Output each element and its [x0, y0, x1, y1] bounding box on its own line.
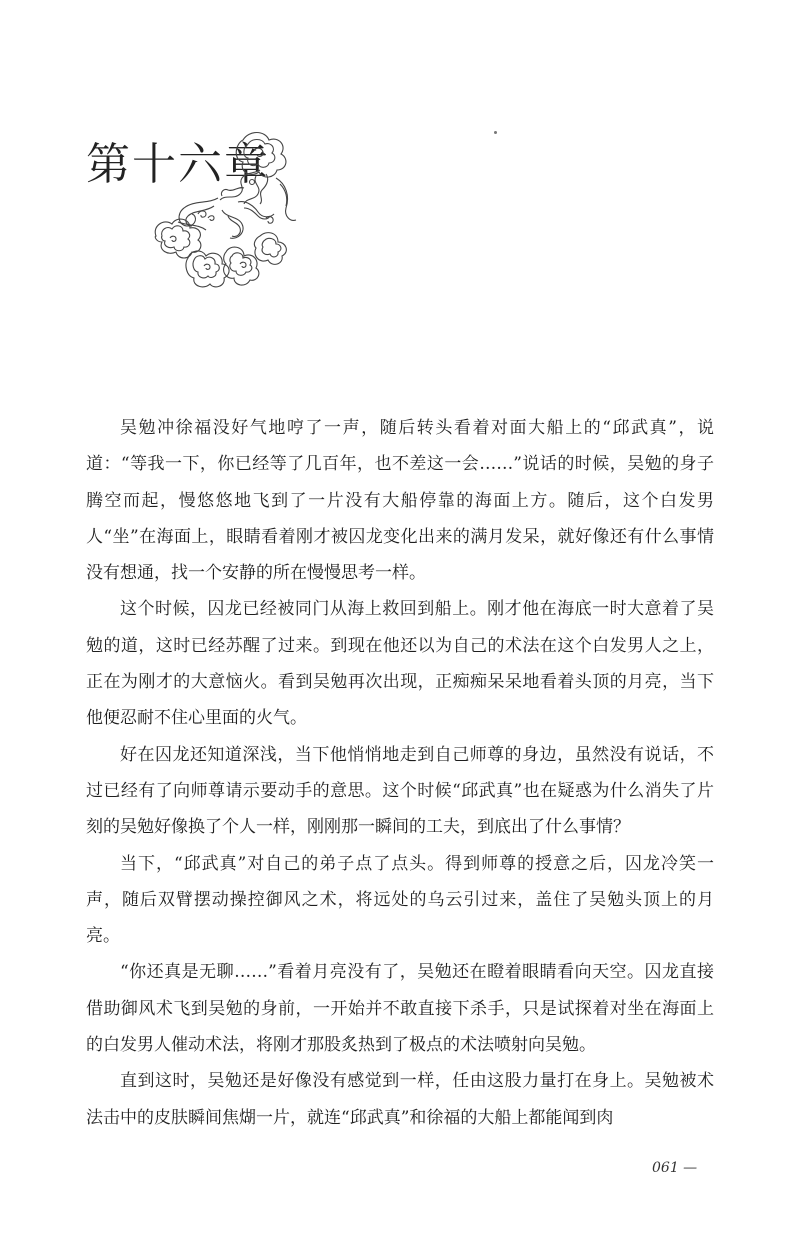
paragraph-3: 好在囚龙还知道深浅，当下他悄悄地走到自己师尊的身边，虽然没有说话，不过已经有了向师尊请示要动手的意思。这个时候“邱武真”也在疑惑为什么消失了片刻的吴勉好像换了个人一样，刚刚那一瞬间的工夫，到底出了什么事情？ — [86, 744, 714, 838]
paragraph-1: 吴勉冲徐福没好气地哼了一声，随后转头看着对面大船上的“邱武真”，说道：“等我一下，你已经等了几百年，也不差这一会……”说话的时候，吴勉的身子腾空而起，慢悠悠地飞到了一片没有大船停靠的海面上方。随后，这个白发男人“坐”在海面上，眼睛看着刚才被囚龙变化出来的满月发呆，就好像还有什么事情没有想通，找一个安静的所在慢慢思考一样。 — [86, 418, 714, 584]
paragraph-5: “你还真是无聊……”看着月亮没有了，吴勉还在瞪着眼睛看向天空。囚龙直接借助御风术飞到吴勉的身前，一开始并不敢直接下杀手，只是试探着对坐在海面上的白发男人催动术法，将刚才那股炙热到了极点的术法喷射向吴勉。 — [86, 962, 714, 1056]
cloud-dragon-ornament-icon — [148, 118, 308, 288]
paragraph-2: 这个时候，囚龙已经被同门从海上救回到船上。刚才他在海底一时大意着了吴勉的道，这时已经苏醒了过来。到现在他还以为自己的术法在这个白发男人之上，正在为刚才的大意恼火。看到吴勉再次出现，正痴痴呆呆地看着头顶的月亮，当下他便忍耐不住心里面的火气。 — [86, 599, 714, 729]
print-speck — [494, 131, 497, 134]
paragraph-4: 当下，“邱武真”对自己的弟子点了点头。得到师尊的授意之后，囚龙冷笑一声，随后双臂摆动操控御风之术，将远处的乌云引过来，盖住了吴勉头顶上的月亮。 — [86, 853, 714, 947]
page-number: 061 — — [652, 1160, 698, 1176]
chapter-body — [86, 410, 714, 1136]
chapter-title: 第十六章 — [86, 139, 270, 190]
paragraph-6: 直到这时，吴勉还是好像没有感觉到一样，任由这股力量打在身上。吴勉被术法击中的皮肤瞬间焦煳一片，就连“邱武真”和徐福的大船上都能闻到肉 — [86, 1071, 714, 1128]
